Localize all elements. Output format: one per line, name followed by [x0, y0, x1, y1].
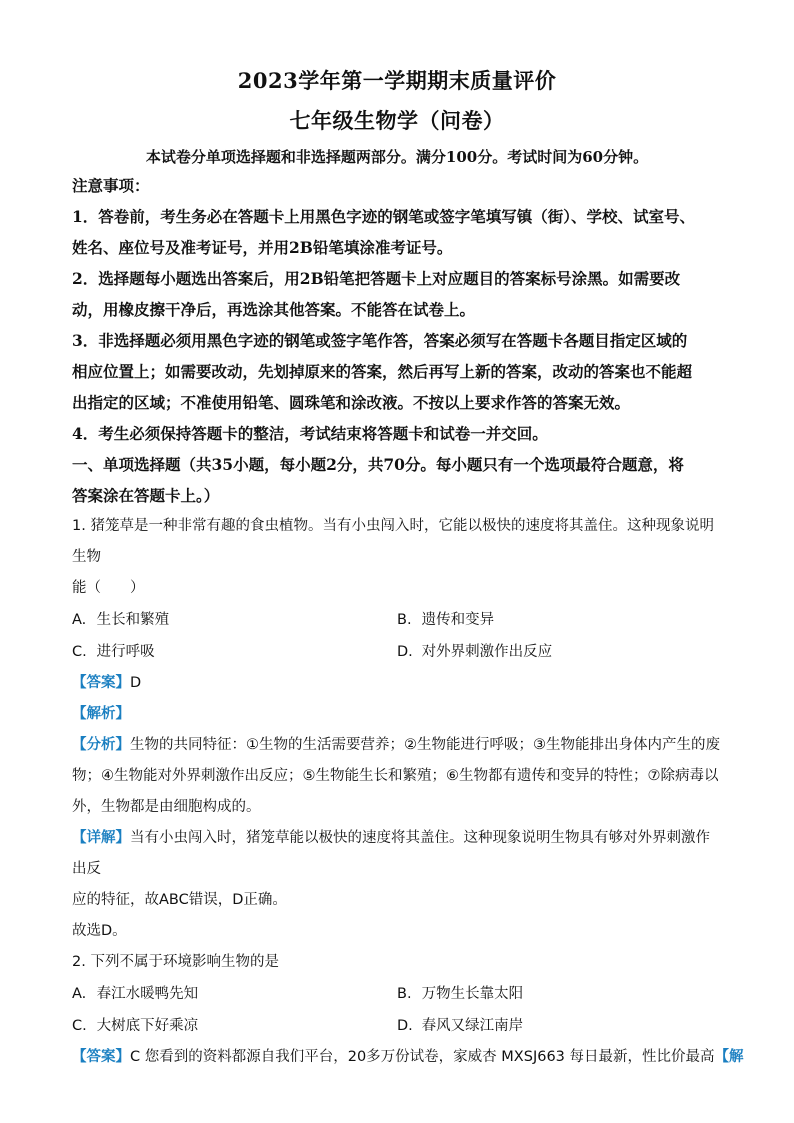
option-text: 万物生长靠太阳 — [421, 986, 524, 1002]
xiangjie-line — [72, 823, 722, 885]
answer-tag: 【答案】 — [72, 1049, 130, 1065]
option-text: 春风又绿江南岸 — [421, 1018, 524, 1034]
fenxi-line: 物；④生物能对外界刺激作出反应；⑤生物能生长和繁殖；⑥生物都有遗传和变异的特性；⑦除病毒以 — [72, 768, 719, 784]
fenxi-tag: 【分析】 — [72, 737, 130, 753]
question-stem: 1. 猪笼草是一种非常有趣的食虫植物。当有小虫闯入时，它能以极快的速度将其盖住。这种现象说明生物 — [72, 518, 714, 565]
fenxi-line: 外，生物都是由细胞构成的。 — [72, 799, 261, 815]
options — [72, 978, 722, 1042]
xiangjie-text: 当有小虫闯入时，猪笼草能以极快的速度将其盖住。这种现象说明生物具有够对外界刺激作出反 — [72, 830, 710, 877]
notice-line: 动，用橡皮擦干净后，再选涂其他答案。不能答在试卷上。 — [72, 300, 476, 319]
option-letter: A. — [72, 612, 87, 628]
exam-intro: 本试卷分单项选择题和非选择题两部分。满分100分。考试时间为60分钟。 — [145, 148, 649, 166]
answer-value: D — [130, 675, 142, 691]
answer-text: C 您看到的资料都源自我们平台，20多万份试卷，家威杏 MXSJ663 每日最新，性比价最高 — [130, 1049, 715, 1065]
option-letter: D. — [397, 644, 413, 660]
notice-section — [72, 170, 722, 511]
option-b — [397, 978, 722, 1010]
notice-heading: 注意事项： — [72, 176, 150, 195]
question-1 — [72, 511, 722, 947]
question-2 — [72, 947, 744, 1073]
fenxi-text: 生物的共同特征：①生物的生活需要营养；②生物能进行呼吸；③生物能排出身体内产生的废 — [130, 737, 720, 753]
option-text: 春江水暖鸭先知 — [96, 986, 199, 1002]
option-letter: B. — [397, 612, 412, 628]
option-text: 进行呼吸 — [96, 644, 155, 660]
option-d — [397, 636, 722, 668]
question-stem-cont: 能（ ） — [72, 580, 145, 596]
answer-line — [72, 1042, 744, 1073]
option-b — [397, 604, 722, 636]
notice-line: 4．考生必须保持答题卡的整洁，考试结束将答题卡和试卷一并交回。 — [72, 424, 548, 443]
notice-line: 1．答卷前，考生务必在答题卡上用黑色字迹的钢笔或签字笔填写镇（街）、学校、试室号、 — [72, 207, 696, 226]
xiangjie-line: 应的特征，故ABC错误，D正确。 — [72, 892, 287, 908]
option-c — [72, 1010, 397, 1042]
answer-line — [72, 668, 722, 699]
option-a — [72, 978, 397, 1010]
notice-line: 3．非选择题必须用黑色字迹的钢笔或签字笔作答，答案必须写在答题卡各题目指定区域的 — [72, 331, 688, 350]
analysis-line — [72, 699, 722, 730]
answer-tag: 【答案】 — [72, 675, 130, 691]
notice-line: 相应位置上；如需要改动，先划掉原来的答案，然后再写上新的答案，改动的答案也不能超 — [72, 362, 693, 381]
fenxi-line — [72, 730, 722, 761]
option-a — [72, 604, 397, 636]
section-heading: 一、单项选择题（共35小题，每小题2分，共70分。每小题只有一个选项最符合题意，将 — [72, 455, 684, 474]
conclusion-line: 故选D。 — [72, 923, 127, 939]
option-d — [397, 1010, 722, 1042]
option-c — [72, 636, 397, 668]
analysis-tag: 【解析】 — [72, 706, 130, 722]
option-text: 遗传和变异 — [421, 612, 495, 628]
option-letter: A. — [72, 986, 87, 1002]
option-text: 对外界刺激作出反应 — [421, 644, 553, 660]
question-stem: 2. 下列不属于环境影响生物的是 — [72, 954, 279, 970]
options — [72, 604, 722, 668]
option-text: 生长和繁殖 — [96, 612, 170, 628]
section-heading-cont: 答案涂在答题卡上。） — [72, 486, 220, 505]
xiangjie-tag: 【详解】 — [72, 830, 130, 846]
notice-line: 姓名、座位号及准考证号，并用2B铅笔填涂准考证号。 — [72, 238, 453, 257]
option-letter: C. — [72, 1018, 87, 1034]
option-letter: B. — [397, 986, 412, 1002]
page-title: 2023学年第一学期期末质量评价 — [237, 68, 557, 93]
option-letter: C. — [72, 644, 87, 660]
notice-line: 2．选择题每小题选出答案后，用2B铅笔把答题卡上对应题目的答案标号涂黑。如需要改 — [72, 269, 681, 288]
option-letter: D. — [397, 1018, 413, 1034]
option-text: 大树底下好乘凉 — [96, 1018, 199, 1034]
page-subtitle: 七年级生物学（问卷） — [289, 108, 505, 133]
analysis-tag-trailing: 【解 — [714, 1049, 744, 1065]
notice-line: 出指定的区域；不准使用铅笔、圆珠笔和涂改液。不按以上要求作答的答案无效。 — [72, 393, 631, 412]
